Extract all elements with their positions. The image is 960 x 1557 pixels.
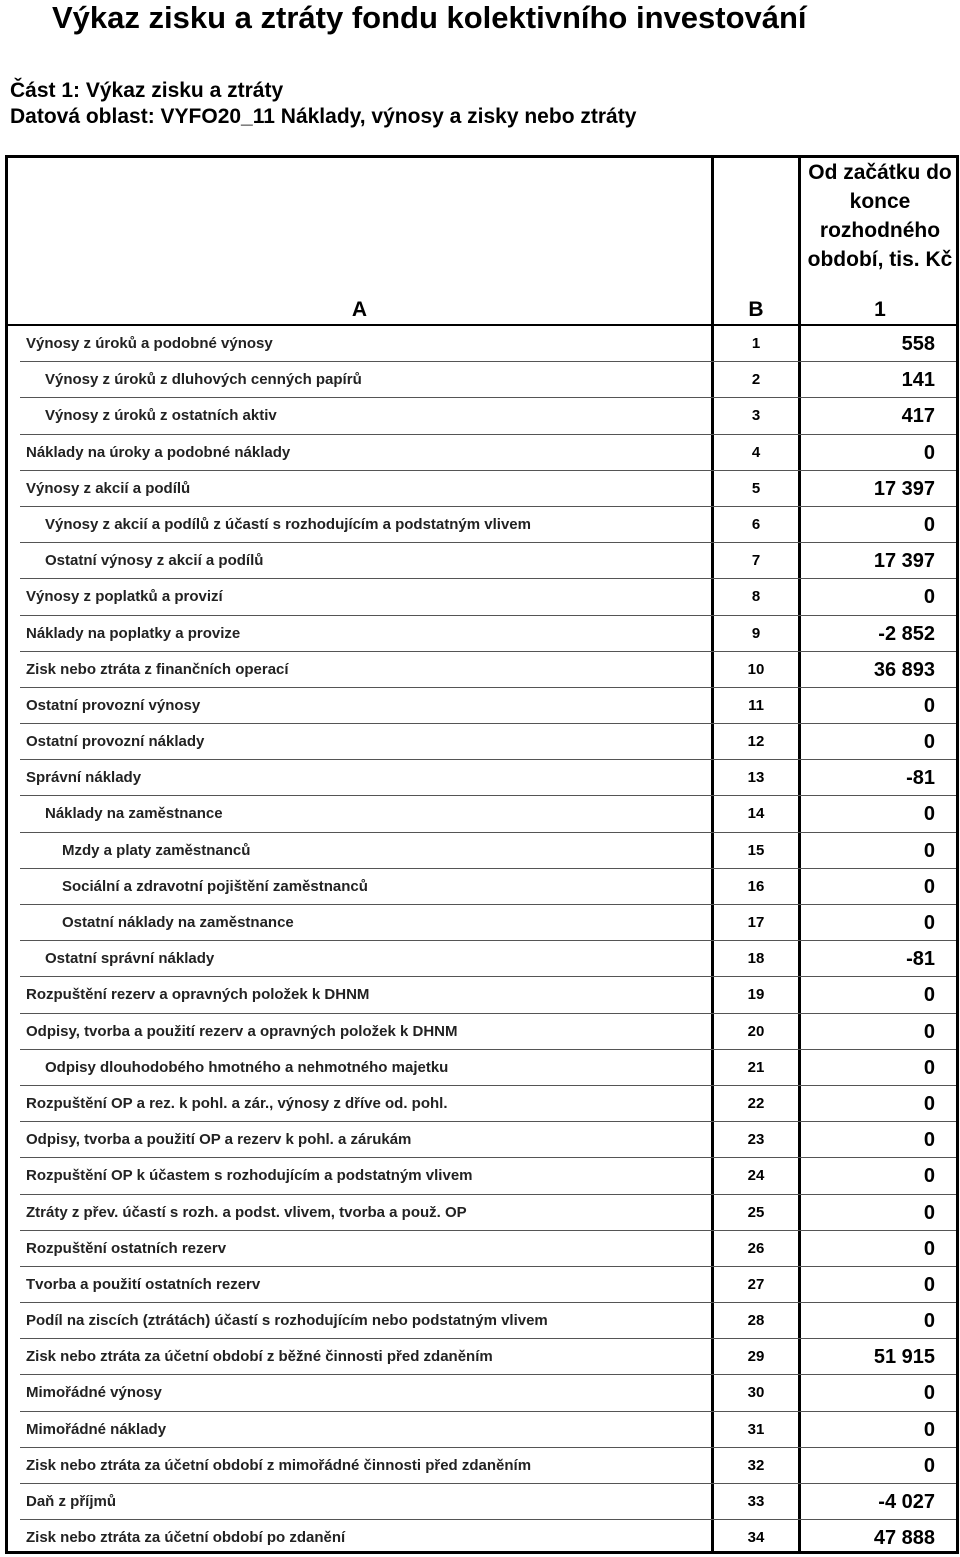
table-row bbox=[8, 1014, 956, 1050]
row-value: 0 bbox=[923, 731, 935, 754]
row-value: 17 397 bbox=[873, 550, 935, 573]
column-b-header: B bbox=[748, 298, 764, 321]
row-label: Správní náklady bbox=[26, 769, 142, 787]
row-value: 36 893 bbox=[873, 658, 935, 681]
row-label: Ostatní provozní náklady bbox=[26, 733, 205, 751]
row-value: 0 bbox=[923, 984, 935, 1007]
row-code: 15 bbox=[747, 841, 765, 859]
table-row bbox=[8, 1158, 956, 1194]
column-1-header: 1 bbox=[874, 298, 886, 321]
period-column-header: Od začátku do konce rozhodného období, tis. Kč bbox=[807, 161, 953, 271]
row-label: Výnosy z akcií a podílů z účastí s rozhodujícím a podstatným vlivem bbox=[45, 515, 531, 533]
row-label: Zisk nebo ztráta za účetní období z mimořádné činnosti před zdaněním bbox=[26, 1456, 532, 1474]
table-row bbox=[8, 1303, 956, 1339]
column-a-header: A bbox=[351, 298, 368, 321]
row-value: 0 bbox=[923, 1201, 935, 1224]
data-area-title: Datová oblast: VYFO20_11 Náklady, výnosy a zisky nebo ztráty bbox=[10, 105, 637, 128]
table-row bbox=[8, 833, 956, 869]
table-row bbox=[8, 941, 956, 977]
table-row bbox=[8, 1267, 956, 1303]
row-code: 20 bbox=[747, 1022, 765, 1040]
row-code: 16 bbox=[747, 877, 765, 895]
income-statement-table bbox=[5, 155, 959, 1554]
row-value: 0 bbox=[923, 441, 935, 464]
row-code: 11 bbox=[748, 696, 764, 714]
row-label: Rozpuštění rezerv a opravných položek k DHNM bbox=[26, 986, 370, 1004]
row-label: Ostatní náklady na zaměstnance bbox=[62, 914, 294, 931]
table-row bbox=[8, 1484, 956, 1520]
table-row bbox=[8, 1448, 956, 1484]
table-row bbox=[8, 1375, 956, 1411]
table-row bbox=[8, 869, 956, 905]
row-label: Odpisy dlouhodobého hmotného a nehmotného majetku bbox=[45, 1058, 449, 1076]
table-row bbox=[8, 616, 956, 652]
table-row bbox=[8, 652, 956, 688]
section-title: Část 1: Výkaz zisku a ztráty bbox=[10, 79, 284, 102]
row-value: 0 bbox=[923, 1020, 935, 1043]
row-code: 30 bbox=[747, 1384, 765, 1402]
row-label: Daň z příjmů bbox=[26, 1493, 117, 1510]
table-row bbox=[8, 796, 956, 832]
table-body bbox=[8, 326, 956, 1556]
table-row bbox=[8, 688, 956, 724]
row-value: 0 bbox=[923, 1056, 935, 1079]
table-row bbox=[8, 326, 956, 362]
row-value: 0 bbox=[923, 1237, 935, 1260]
table-row bbox=[8, 435, 956, 471]
row-label: Zisk nebo ztráta za účetní období po zdanění bbox=[26, 1529, 346, 1547]
table-row bbox=[8, 362, 956, 398]
row-value: 0 bbox=[923, 1418, 935, 1441]
table-row bbox=[8, 471, 956, 507]
row-label: Rozpuštění ostatních rezerv bbox=[26, 1239, 227, 1257]
page-title: Výkaz zisku a ztráty fondu kolektivního investování bbox=[52, 0, 807, 35]
row-label: Podíl na ziscích (ztrátách) účastí s rozhodujícím nebo podstatným vlivem bbox=[26, 1312, 548, 1330]
table-row bbox=[8, 1339, 956, 1375]
row-code: 18 bbox=[747, 950, 765, 968]
row-label: Ostatní výnosy z akcií a podílů bbox=[45, 552, 264, 570]
row-code: 6 bbox=[751, 515, 761, 533]
row-code: 33 bbox=[747, 1493, 765, 1510]
row-code: 24 bbox=[747, 1167, 765, 1185]
row-value: 0 bbox=[923, 1310, 935, 1333]
table-row bbox=[8, 1086, 956, 1122]
table-row bbox=[8, 760, 956, 796]
row-code: 5 bbox=[751, 479, 761, 497]
row-code: 25 bbox=[747, 1203, 765, 1221]
row-value: -4 027 bbox=[878, 1491, 935, 1513]
table-row bbox=[8, 579, 956, 615]
row-label: Mzdy a platy zaměstnanců bbox=[62, 841, 251, 859]
row-value: 417 bbox=[901, 405, 935, 428]
row-label: Mimořádné výnosy bbox=[26, 1384, 162, 1402]
row-label: Výnosy z úroků z ostatních aktiv bbox=[45, 407, 277, 425]
table-row bbox=[8, 507, 956, 543]
row-label: Náklady na zaměstnance bbox=[45, 805, 223, 823]
row-code: 23 bbox=[747, 1131, 765, 1149]
row-code: 8 bbox=[751, 588, 761, 606]
row-code: 1 bbox=[751, 335, 761, 352]
row-value: 0 bbox=[923, 1454, 935, 1477]
table-row bbox=[8, 543, 956, 579]
row-label: Rozpuštění OP k účastem s rozhodujícím a podstatným vlivem bbox=[26, 1167, 473, 1185]
row-label: Zisk nebo ztráta z finančních operací bbox=[26, 660, 289, 678]
row-value: 0 bbox=[923, 839, 935, 862]
row-value: 0 bbox=[923, 1092, 935, 1115]
row-code: 31 bbox=[747, 1420, 765, 1438]
row-label: Výnosy z poplatků a provizí bbox=[26, 588, 223, 606]
table-row bbox=[8, 1050, 956, 1086]
row-code: 9 bbox=[751, 624, 761, 642]
row-label: Odpisy, tvorba a použití OP a rezerv k pohl. a zárukám bbox=[26, 1131, 412, 1149]
row-code: 10 bbox=[747, 660, 765, 678]
row-label: Ostatní správní náklady bbox=[45, 950, 215, 968]
table-row bbox=[8, 1195, 956, 1231]
row-code: 3 bbox=[751, 407, 761, 425]
row-code: 14 bbox=[747, 805, 765, 823]
row-value: 0 bbox=[923, 1382, 935, 1405]
row-label: Mimořádné náklady bbox=[26, 1420, 167, 1438]
row-code: 7 bbox=[751, 552, 761, 570]
row-label: Výnosy z úroků a podobné výnosy bbox=[26, 335, 273, 352]
row-value: 0 bbox=[923, 875, 935, 898]
row-code: 2 bbox=[751, 371, 761, 389]
row-value: 47 888 bbox=[873, 1527, 935, 1550]
row-label: Odpisy, tvorba a použití rezerv a opravných položek k DHNM bbox=[26, 1022, 458, 1040]
row-code: 34 bbox=[747, 1529, 765, 1547]
table-row bbox=[8, 1122, 956, 1158]
row-value: 0 bbox=[923, 513, 935, 536]
table-row bbox=[8, 1412, 956, 1448]
row-code: 28 bbox=[747, 1312, 765, 1330]
table-row bbox=[8, 398, 956, 434]
row-label: Sociální a zdravotní pojištění zaměstnanců bbox=[62, 877, 368, 895]
row-code: 19 bbox=[747, 986, 765, 1004]
row-code: 12 bbox=[747, 733, 765, 751]
row-code: 21 bbox=[747, 1058, 765, 1076]
row-value: -81 bbox=[906, 767, 935, 790]
row-label: Rozpuštění OP a rez. k pohl. a zár., výnosy z dříve od. pohl. bbox=[26, 1094, 448, 1112]
row-code: 22 bbox=[747, 1094, 765, 1112]
row-code: 17 bbox=[747, 914, 765, 931]
row-value: -81 bbox=[906, 948, 935, 971]
row-label: Tvorba a použití ostatních rezerv bbox=[26, 1275, 261, 1293]
row-value: 51 915 bbox=[873, 1346, 935, 1369]
row-value: 0 bbox=[923, 803, 935, 826]
row-code: 29 bbox=[747, 1348, 765, 1366]
row-value: 0 bbox=[923, 694, 935, 717]
row-label: Zisk nebo ztráta za účetní období z běžné činnosti před zdaněním bbox=[26, 1348, 493, 1366]
row-value: 0 bbox=[923, 1273, 935, 1296]
row-code: 32 bbox=[747, 1456, 765, 1474]
row-value: 0 bbox=[923, 586, 935, 609]
row-code: 26 bbox=[747, 1239, 765, 1257]
row-value: 0 bbox=[923, 912, 935, 934]
row-label: Výnosy z úroků z dluhových cenných papírů bbox=[45, 371, 362, 389]
row-value: 558 bbox=[901, 333, 935, 355]
row-label: Výnosy z akcií a podílů bbox=[26, 479, 191, 497]
table-row bbox=[8, 724, 956, 760]
row-code: 27 bbox=[747, 1275, 765, 1293]
row-label: Ostatní provozní výnosy bbox=[26, 696, 201, 714]
row-code: 13 bbox=[747, 769, 765, 787]
row-value: -2 852 bbox=[878, 622, 935, 645]
table-row bbox=[8, 977, 956, 1013]
table-row bbox=[8, 1231, 956, 1267]
table-row bbox=[8, 1520, 956, 1556]
row-value: 17 397 bbox=[873, 477, 935, 500]
row-label: Ztráty z přev. účastí s rozh. a podst. vlivem, tvorba a použ. OP bbox=[26, 1203, 467, 1221]
row-label: Náklady na úroky a podobné náklady bbox=[26, 443, 291, 461]
row-code: 4 bbox=[751, 443, 761, 461]
row-label: Náklady na poplatky a provize bbox=[26, 624, 241, 642]
table-row bbox=[8, 905, 956, 941]
row-value: 0 bbox=[923, 1129, 935, 1152]
row-value: 0 bbox=[923, 1165, 935, 1188]
row-value: 141 bbox=[901, 369, 935, 392]
